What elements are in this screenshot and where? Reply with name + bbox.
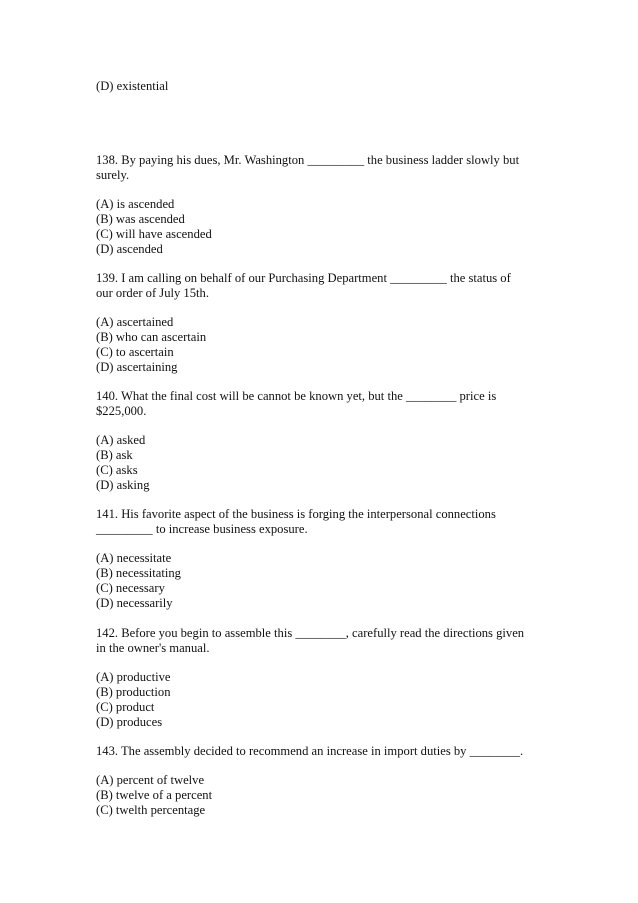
answer-option: (C) twelth percentage [96, 803, 206, 817]
question-stem-line: $225,000. [96, 404, 147, 418]
answer-option: (D) necessarily [96, 596, 173, 610]
question-stem-line: 143. The assembly decided to recommend an increase in import duties by ________. [96, 744, 524, 758]
question-stem-line: 140. What the final cost will be cannot be known yet, but the ________ price is [96, 389, 497, 403]
answer-option: (D) ascended [96, 242, 163, 256]
answer-option: (B) who can ascertain [96, 330, 207, 344]
answer-option: (D) ascertaining [96, 360, 178, 374]
question-stem-line: surely. [96, 168, 130, 182]
answer-option: (A) ascertained [96, 315, 174, 329]
question-stem-line: our order of July 15th. [96, 286, 209, 300]
answer-option: (A) percent of twelve [96, 773, 205, 787]
answer-option: (B) was ascended [96, 212, 185, 226]
answer-option: (B) production [96, 685, 171, 699]
question-stem-line: 142. Before you begin to assemble this ________, carefully read the directions given [96, 626, 525, 640]
answer-option: (C) asks [96, 463, 138, 477]
answer-option: (B) necessitating [96, 566, 181, 580]
answer-option: (B) ask [96, 448, 133, 462]
answer-option: (D) produces [96, 715, 163, 729]
answer-option: (D) asking [96, 478, 150, 492]
prev-question-option-d: (D) existential [96, 79, 169, 93]
answer-option: (C) to ascertain [96, 345, 174, 359]
answer-option: (C) necessary [96, 581, 165, 595]
question-stem-line: 139. I am calling on behalf of our Purchasing Department _________ the status of [96, 271, 511, 285]
question-stem-line: 141. His favorite aspect of the business is forging the interpersonal connections [96, 507, 496, 521]
question-stem-line: 138. By paying his dues, Mr. Washington _________ the business ladder slowly but [96, 153, 520, 167]
answer-option: (A) is ascended [96, 197, 175, 211]
answer-option: (A) asked [96, 433, 146, 447]
question-stem-line: in the owner's manual. [96, 641, 210, 655]
answer-option: (C) will have ascended [96, 227, 212, 241]
answer-option: (C) product [96, 700, 155, 714]
question-stem-line: _________ to increase business exposure. [96, 522, 308, 536]
answer-option: (A) productive [96, 670, 171, 684]
answer-option: (B) twelve of a percent [96, 788, 213, 802]
answer-option: (A) necessitate [96, 551, 172, 565]
